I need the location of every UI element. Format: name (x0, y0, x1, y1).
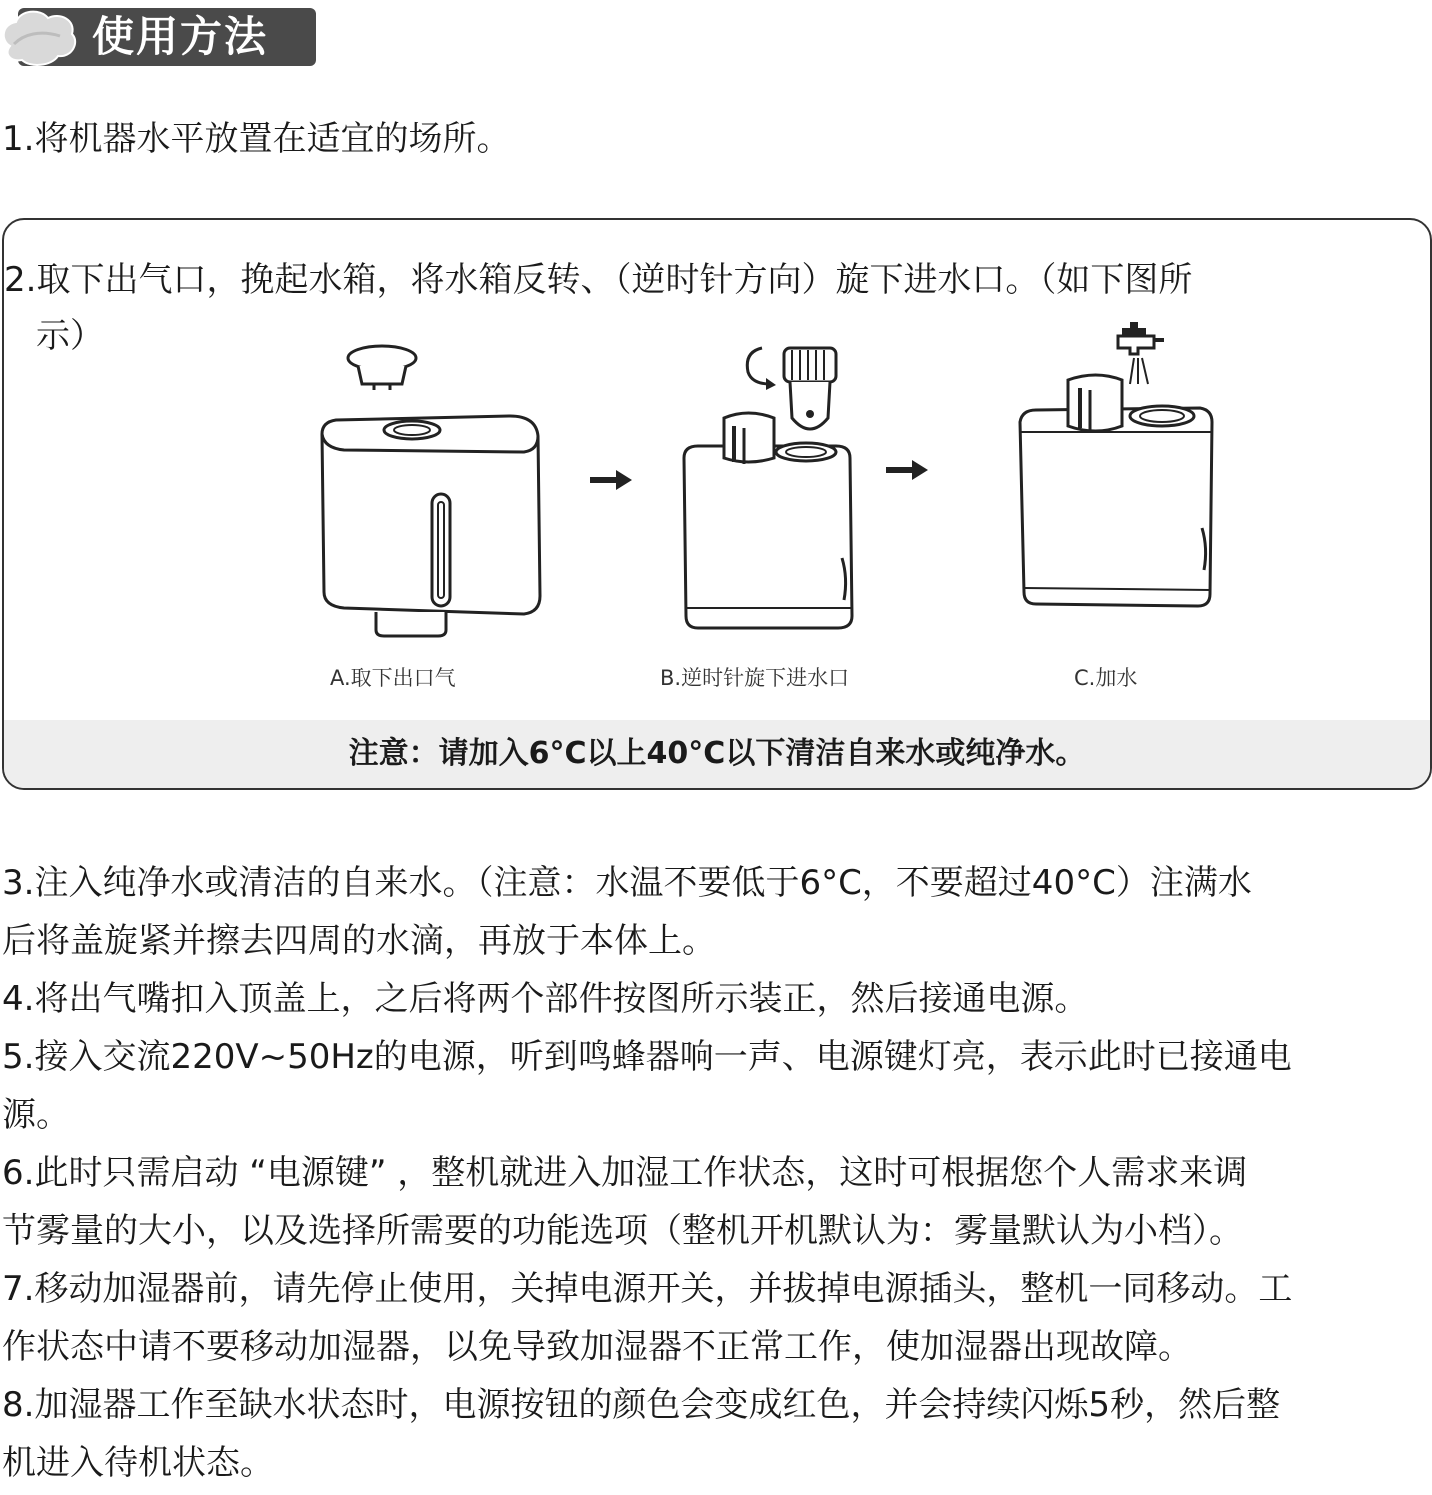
step-3-line-2: 后将盖旋紧并擦去四周的水滴，再放于本体上。 (2, 921, 716, 961)
air-outlet-cap-icon (348, 346, 416, 390)
step-8-line-2: 机进入待机状态。 (2, 1443, 274, 1483)
add-water-illustration (1014, 318, 1220, 618)
step-5-line-2: 源。 (2, 1095, 70, 1135)
section-header (0, 6, 318, 68)
water-tank-icon (1020, 375, 1212, 606)
water-temperature-note: 注意：请加入6°C以上40°C以下清洁自来水或纯净水。 (4, 720, 1430, 788)
step-3-line-1: 3.注入纯净水或清洁的自来水。（注意：水温不要低于6°C，不要超过40°C）注满水 (2, 863, 1252, 903)
step-7-line-1: 7.移动加湿器前，请先停止使用，关掉电源开关，并拔掉电源插头，整机一同移动。工 (2, 1269, 1293, 1309)
step-5-line-1: 5.接入交流220V~50Hz的电源，听到鸣蜂器响一声、电源键灯亮，表示此时已接通电 (2, 1037, 1292, 1077)
tank-inlet-unscrew-illustration (678, 338, 858, 638)
step-2-line-2: 示） (36, 316, 104, 356)
caption-c: C.加水 (1074, 666, 1138, 690)
humidifier-body-icon (322, 416, 540, 636)
water-faucet-icon (1118, 322, 1164, 384)
instruction-list (2, 854, 1292, 1492)
water-inlet-cap-icon (784, 348, 836, 429)
step-8-line-1: 8.加湿器工作至缺水状态时，电源按钮的颜色会变成红色，并会持续闪烁5秒，然后整 (2, 1385, 1281, 1425)
step-1: 1.将机器水平放置在适宜的场所。 (2, 119, 511, 159)
step-2-line-1: 2.取下出气口，挽起水箱，将水箱反转、（逆时针方向）旋下进水口。（如下图所 (4, 260, 1193, 300)
arrow-right-icon (590, 470, 632, 490)
step-4-line-1: 4.将出气嘴扣入顶盖上，之后将两个部件按图所示装正，然后接通电源。 (2, 979, 1089, 1019)
step-7-line-2: 作状态中请不要移动加湿器，以免导致加湿器不正常工作，使加湿器出现故障。 (2, 1327, 1192, 1367)
cloud-icon (0, 6, 80, 68)
rotate-counterclockwise-icon (747, 348, 776, 390)
arrow-right-icon (886, 460, 928, 480)
caption-a: A.取下出口气 (330, 666, 456, 690)
step-2-panel (2, 218, 1432, 790)
step-6-line-1: 6.此时只需启动 “电源键” ，整机就进入加湿工作状态，这时可根据您个人需求来调 (2, 1153, 1248, 1193)
caption-b: B.逆时针旋下进水口 (660, 666, 850, 690)
humidifier-cap-removed-illustration (314, 344, 554, 644)
page-title: 使用方法 (92, 12, 269, 61)
water-tank-icon (684, 413, 852, 628)
step-6-line-2: 节雾量的大小，以及选择所需要的功能选项（整机开机默认为：雾量默认为小档）。 (2, 1211, 1243, 1251)
